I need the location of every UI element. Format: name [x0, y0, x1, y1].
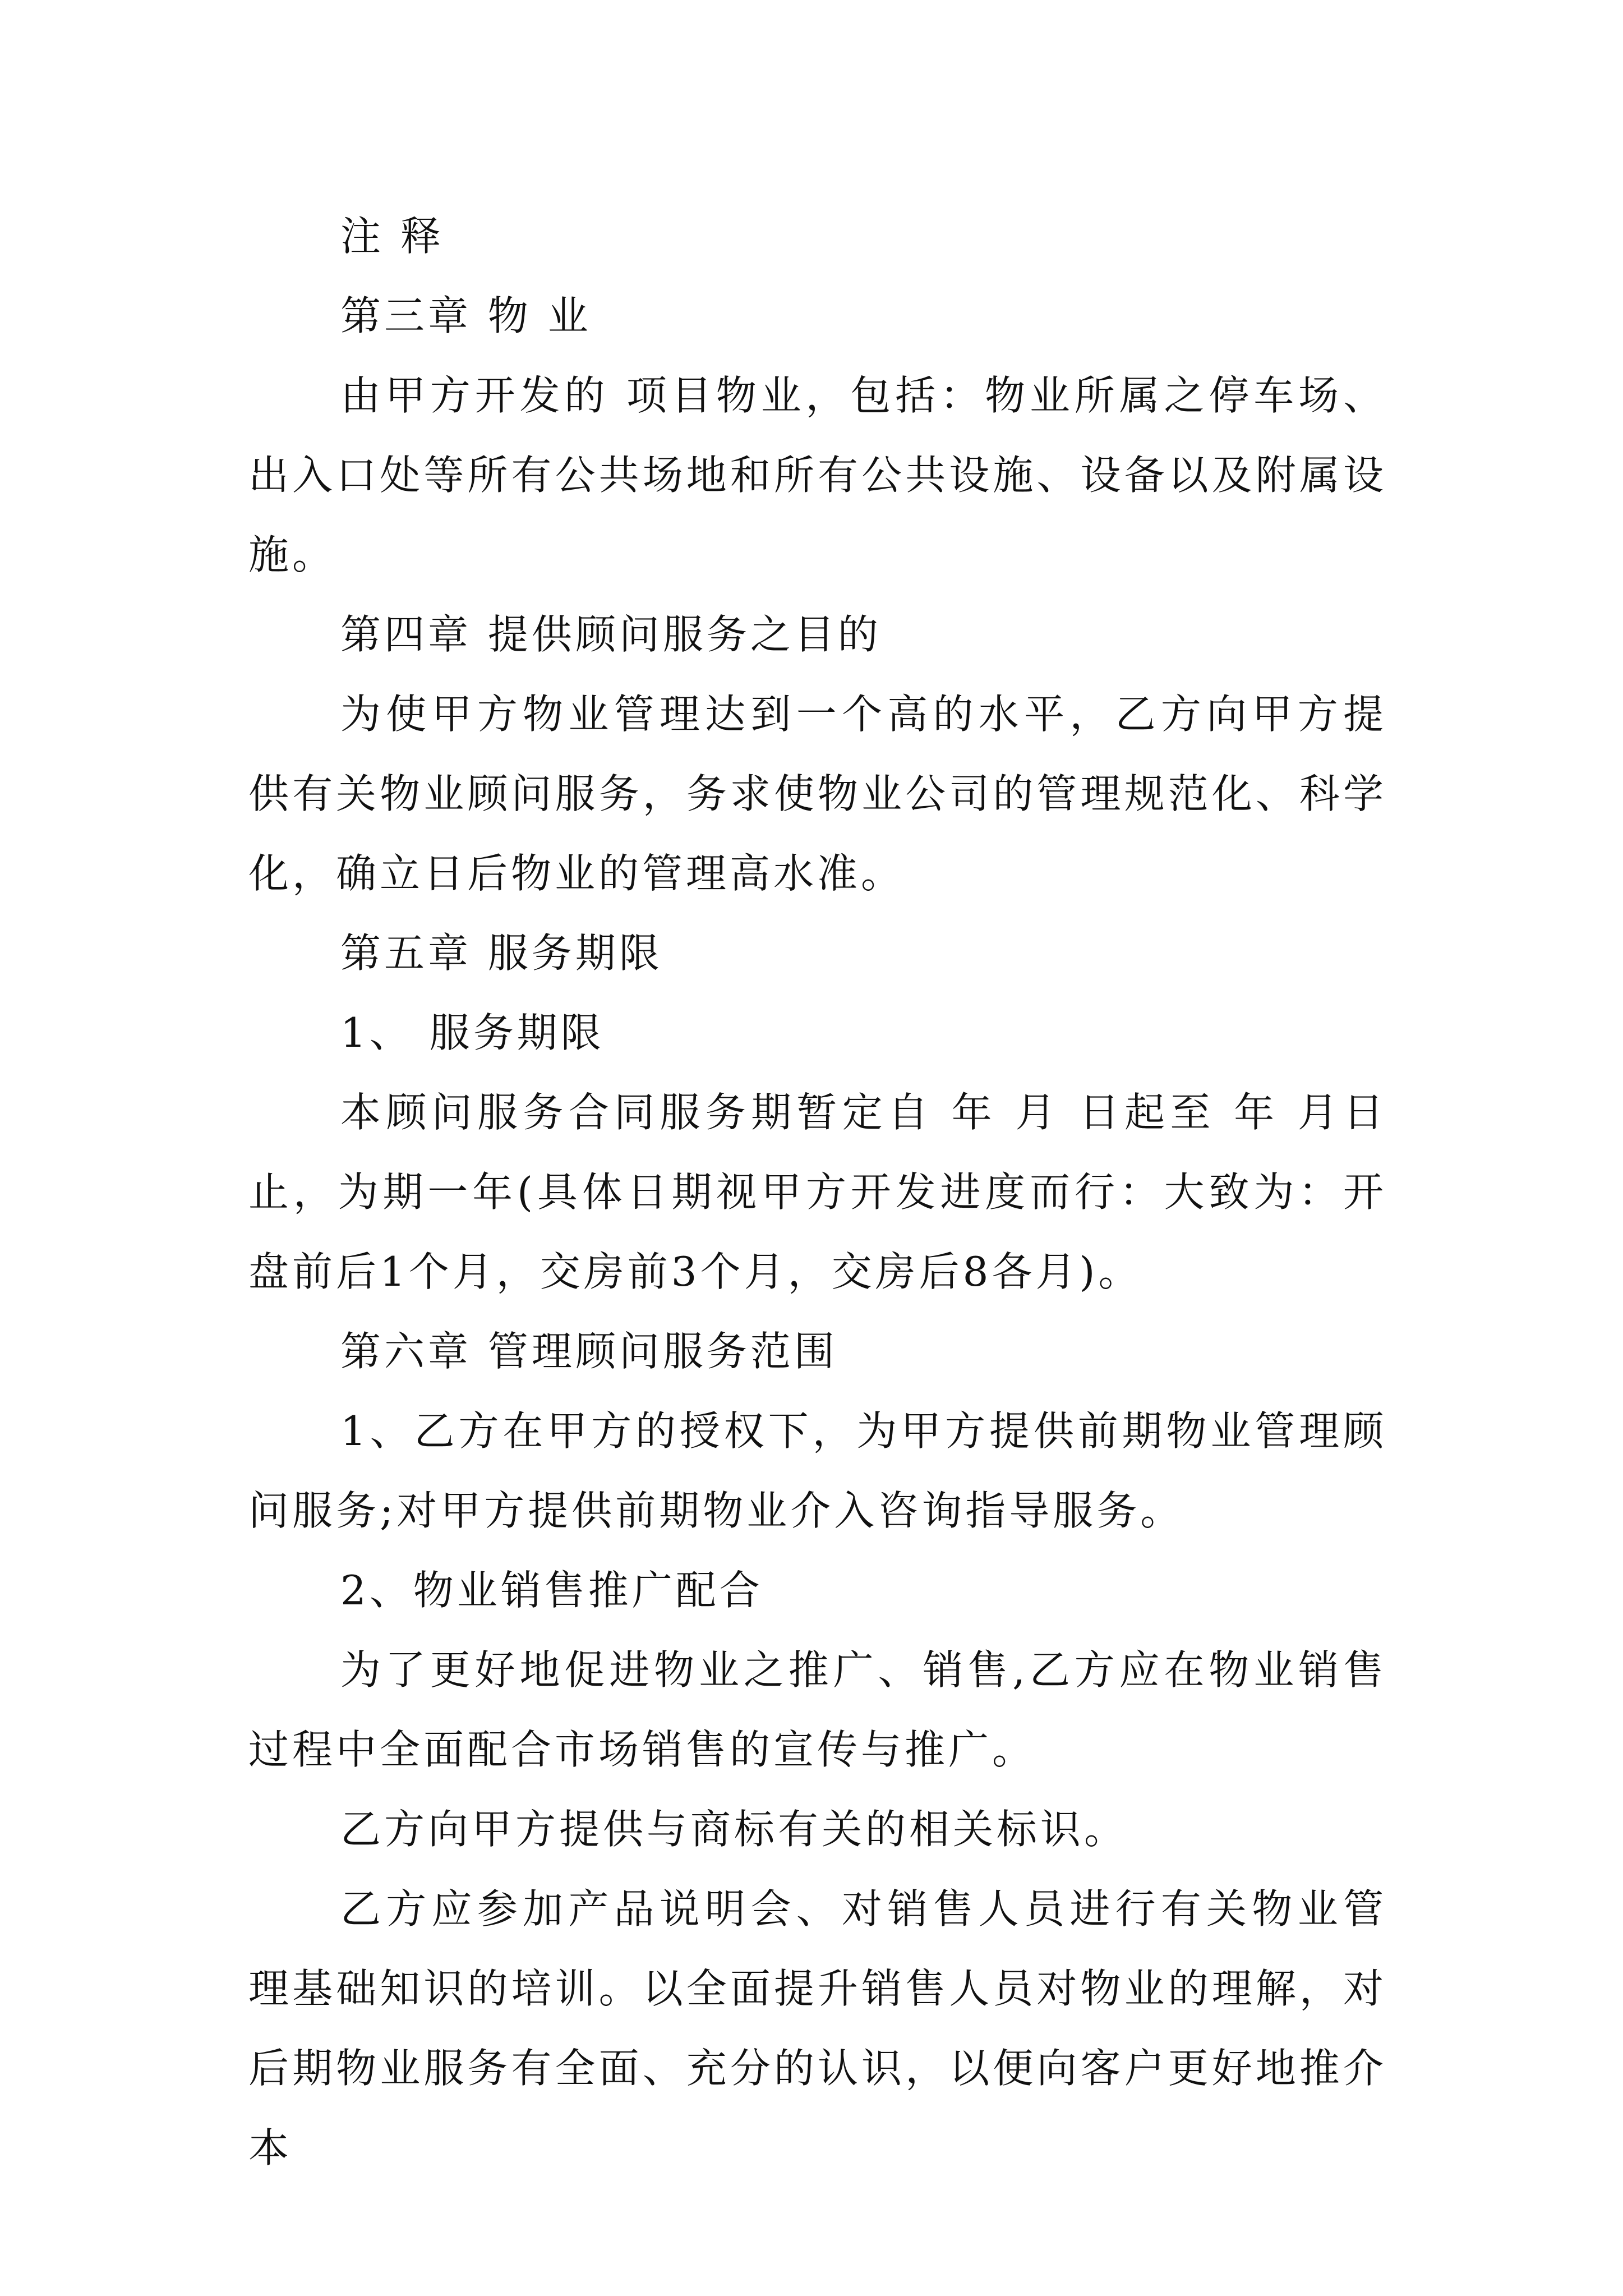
chapter-6-heading: 第六章 管理顾问服务范围	[340, 1328, 838, 1375]
scope-item-1-paragraph: 1、乙方在甲方的授权下，为甲方提供前期物业管理顾问服务;对甲方提供前期物业介入咨询指导服务。	[248, 1407, 1387, 1534]
training-paragraph: 乙方应参加产品说明会、对销售人员进行有关物业管理基础知识的培训。以全面提升销售人员对物业的理解，对后期物业服务有全面、充分的认识，以便向客户更好地推介本	[248, 1885, 1387, 2171]
document-body	[248, 196, 1387, 2188]
chapter-3-heading: 第三章 物 业	[340, 292, 592, 339]
paragraph-annotation-heading: 注 释	[340, 213, 444, 260]
trademark-paragraph: 乙方向甲方提供与商标有关的相关标识。	[340, 1806, 1128, 1853]
sales-promotion-paragraph: 为了更好地促进物业之推广、销售,乙方应在物业销售过程中全面配合市场销售的宣传与推广。	[248, 1646, 1387, 1773]
service-term-subheading: 1、 服务期限	[340, 1009, 605, 1056]
chapter-3-paragraph: 由甲方开发的 项目物业，包括：物业所属之停车场、出入口处等所有公共场地和所有公共设施、设备以及附属设施。	[248, 372, 1387, 578]
scope-item-2-subheading: 2、物业销售推广配合	[340, 1567, 763, 1614]
chapter-4-paragraph: 为使甲方物业管理达到一个高的水平，乙方向甲方提供有关物业顾问服务，务求使物业公司的管理规范化、科学化，确立日后物业的管理高水准。	[248, 691, 1387, 897]
service-term-paragraph: 本顾问服务合同服务期暂定自 年 月 日起至 年 月日止，为期一年(具体日期视甲方开发进度而行：大致为：开盘前后1个月，交房前3个月，交房后8各月)。	[248, 1089, 1387, 1295]
chapter-4-heading: 第四章 提供顾问服务之目的	[340, 611, 882, 658]
chapter-5-heading: 第五章 服务期限	[340, 930, 663, 977]
